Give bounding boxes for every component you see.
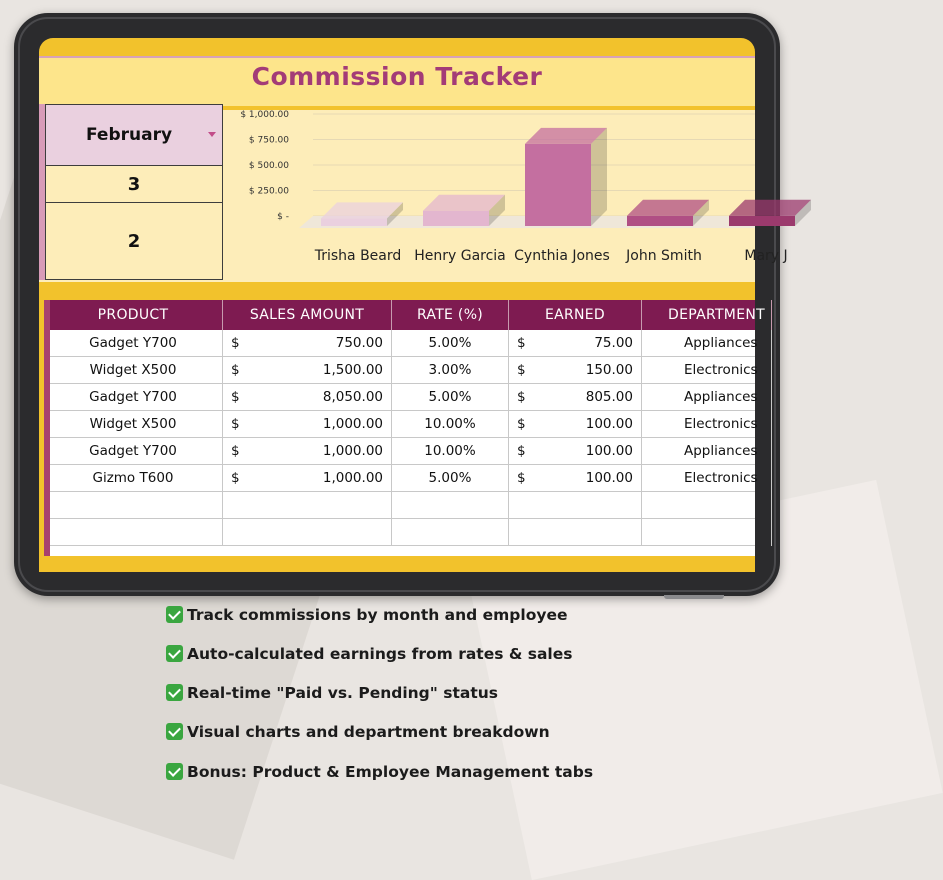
cell-text: 5.00% xyxy=(428,389,472,405)
cell-text: $ xyxy=(517,416,526,432)
cell-product[interactable] xyxy=(44,438,223,465)
check-icon xyxy=(166,606,183,623)
cell-text: $ xyxy=(517,470,526,486)
cell-text: Electronics xyxy=(684,470,758,486)
cell-text: $ xyxy=(231,416,240,432)
cell-earned[interactable] xyxy=(509,438,642,465)
y-tick-label: $ 500.00 xyxy=(248,161,289,171)
cell-product[interactable] xyxy=(44,357,223,384)
check-icon xyxy=(166,684,183,701)
cell-text: Gadget Y700 xyxy=(89,335,177,351)
cell-sales-amount[interactable] xyxy=(223,411,392,438)
table-row[interactable] xyxy=(44,330,758,357)
table-row[interactable] xyxy=(44,492,755,519)
check-icon xyxy=(166,645,183,662)
cell-text: Appliances xyxy=(684,443,758,459)
cell-text: Widget X500 xyxy=(89,362,177,378)
cell-amount: 8,050.00 xyxy=(322,389,383,405)
header-sales-amount[interactable]: SALES AMOUNT xyxy=(223,300,392,330)
feature-item: Visual charts and department breakdown xyxy=(166,720,550,744)
cell-sales-amount[interactable] xyxy=(223,357,392,384)
cell-amount: 1,000.00 xyxy=(322,470,383,486)
cell-rate[interactable] xyxy=(392,357,509,384)
cell-earned[interactable] xyxy=(509,411,642,438)
cell-department[interactable] xyxy=(642,492,772,519)
cell-rate[interactable] xyxy=(392,438,509,465)
cell-text: 5.00% xyxy=(428,335,472,351)
y-tick-label: $ 250.00 xyxy=(248,186,289,197)
cell-rate[interactable] xyxy=(392,519,509,546)
cell-department[interactable] xyxy=(642,357,772,384)
cell-earned[interactable] xyxy=(509,357,642,384)
cell-product[interactable] xyxy=(44,411,223,438)
cell-text: $ xyxy=(231,362,240,378)
cell-text: 3.00% xyxy=(428,362,472,378)
table-row[interactable] xyxy=(44,411,758,438)
cell-sales-amount[interactable] xyxy=(223,492,392,519)
cell-department[interactable] xyxy=(642,438,772,465)
summary-value-2: 2 xyxy=(45,202,223,280)
table-row[interactable] xyxy=(44,465,758,492)
tablet-side-button xyxy=(664,595,724,599)
cell-department[interactable] xyxy=(642,465,772,492)
chart-bar xyxy=(525,144,591,226)
cell-amount: 1,000.00 xyxy=(322,416,383,432)
cell-amount: 75.00 xyxy=(594,335,633,351)
cell-earned[interactable] xyxy=(509,465,642,492)
table-row[interactable] xyxy=(44,384,758,411)
summary-value-1: 3 xyxy=(45,165,223,203)
chart-canvas xyxy=(227,104,788,280)
feature-item: Track commissions by month and employee xyxy=(166,603,568,627)
dropdown-arrow-icon[interactable] xyxy=(208,132,216,137)
cell-department[interactable] xyxy=(642,384,772,411)
cell-text: Widget X500 xyxy=(89,416,177,432)
cell-text: 5.00% xyxy=(428,470,472,486)
chart-bar-side xyxy=(591,128,607,226)
earnings-chart xyxy=(227,104,788,280)
cell-text: $ xyxy=(231,470,240,486)
cell-text: 10.00% xyxy=(424,416,476,432)
y-tick-label: $ 1,000.00 xyxy=(240,110,289,120)
cell-amount: 1,000.00 xyxy=(322,443,383,459)
cell-text: Electronics xyxy=(684,416,758,432)
x-category-label: Cynthia Jones xyxy=(514,248,610,264)
cell-department[interactable] xyxy=(642,330,772,357)
cell-amount: 100.00 xyxy=(585,443,633,459)
cell-text: Electronics xyxy=(684,362,758,378)
header-product[interactable]: PRODUCT xyxy=(44,300,223,330)
cell-text: $ xyxy=(231,443,240,459)
month-value: February xyxy=(86,125,173,145)
cell-text: Gadget Y700 xyxy=(89,443,177,459)
table-row[interactable] xyxy=(44,519,755,546)
header-department[interactable]: DEPARTMENT xyxy=(642,300,772,330)
cell-text: $ xyxy=(231,335,240,351)
cell-amount: 1,500.00 xyxy=(322,362,383,378)
table-header xyxy=(44,300,765,330)
cell-text: Appliances xyxy=(684,335,758,351)
cell-sales-amount[interactable] xyxy=(223,465,392,492)
cell-sales-amount[interactable] xyxy=(223,519,392,546)
cell-product[interactable] xyxy=(44,384,223,411)
spreadsheet-screen xyxy=(39,38,788,572)
feature-item: Real-time "Paid vs. Pending" status xyxy=(166,681,498,705)
chart-bar xyxy=(729,216,795,226)
cell-rate[interactable] xyxy=(392,330,509,357)
feature-item: Bonus: Product & Employee Management tabs xyxy=(166,760,593,784)
cell-rate[interactable] xyxy=(392,465,509,492)
x-category-label: Henry Garcia xyxy=(414,248,506,264)
cell-amount: 100.00 xyxy=(585,470,633,486)
cell-amount: 100.00 xyxy=(585,416,633,432)
cell-amount: 150.00 xyxy=(585,362,633,378)
cell-text: Gadget Y700 xyxy=(89,389,177,405)
cell-department[interactable] xyxy=(642,519,772,546)
y-tick-label: $ - xyxy=(277,212,289,222)
cell-sales-amount[interactable] xyxy=(223,330,392,357)
check-icon xyxy=(166,763,183,780)
cell-earned[interactable] xyxy=(509,492,642,519)
chart-bar xyxy=(627,216,693,226)
cell-product[interactable] xyxy=(44,519,223,546)
cell-text: Gizmo T600 xyxy=(92,470,174,486)
cell-product[interactable] xyxy=(44,492,223,519)
cell-text: Appliances xyxy=(684,389,758,405)
check-icon xyxy=(166,723,183,740)
cell-product[interactable] xyxy=(44,330,223,357)
chart-bar xyxy=(321,218,387,226)
cell-rate[interactable] xyxy=(392,411,509,438)
cell-text: $ xyxy=(517,443,526,459)
cell-sales-amount[interactable] xyxy=(223,438,392,465)
cell-text: 10.00% xyxy=(424,443,476,459)
feature-item: Auto-calculated earnings from rates & sales xyxy=(166,642,573,666)
x-category-label: Trisha Beard xyxy=(314,248,402,264)
cell-rate[interactable] xyxy=(392,492,509,519)
summary-block xyxy=(39,104,225,280)
title-banner xyxy=(39,56,755,110)
table-row[interactable] xyxy=(44,357,758,384)
cell-text: $ xyxy=(231,389,240,405)
commission-table xyxy=(44,300,765,556)
cell-amount: 750.00 xyxy=(335,335,383,351)
cell-text: $ xyxy=(517,362,526,378)
header-earned[interactable]: EARNED xyxy=(509,300,642,330)
header-rate[interactable]: RATE (%) xyxy=(392,300,509,330)
month-selector[interactable] xyxy=(45,104,223,166)
x-category-label: Mary J xyxy=(744,248,788,264)
page-title: Commission Tracker xyxy=(251,62,543,91)
chart-bar xyxy=(423,211,489,226)
table-row[interactable] xyxy=(44,438,758,465)
cell-earned[interactable] xyxy=(509,384,642,411)
cell-product[interactable] xyxy=(44,465,223,492)
x-category-label: John Smith xyxy=(626,248,702,264)
cell-text: $ xyxy=(517,335,526,351)
y-tick-label: $ 750.00 xyxy=(248,135,289,146)
cell-rate[interactable] xyxy=(392,384,509,411)
cell-earned[interactable] xyxy=(509,330,642,357)
cell-sales-amount[interactable] xyxy=(223,384,392,411)
cell-earned[interactable] xyxy=(509,519,642,546)
cell-department[interactable] xyxy=(642,411,772,438)
cell-amount: 805.00 xyxy=(585,389,633,405)
cell-text: $ xyxy=(517,389,526,405)
